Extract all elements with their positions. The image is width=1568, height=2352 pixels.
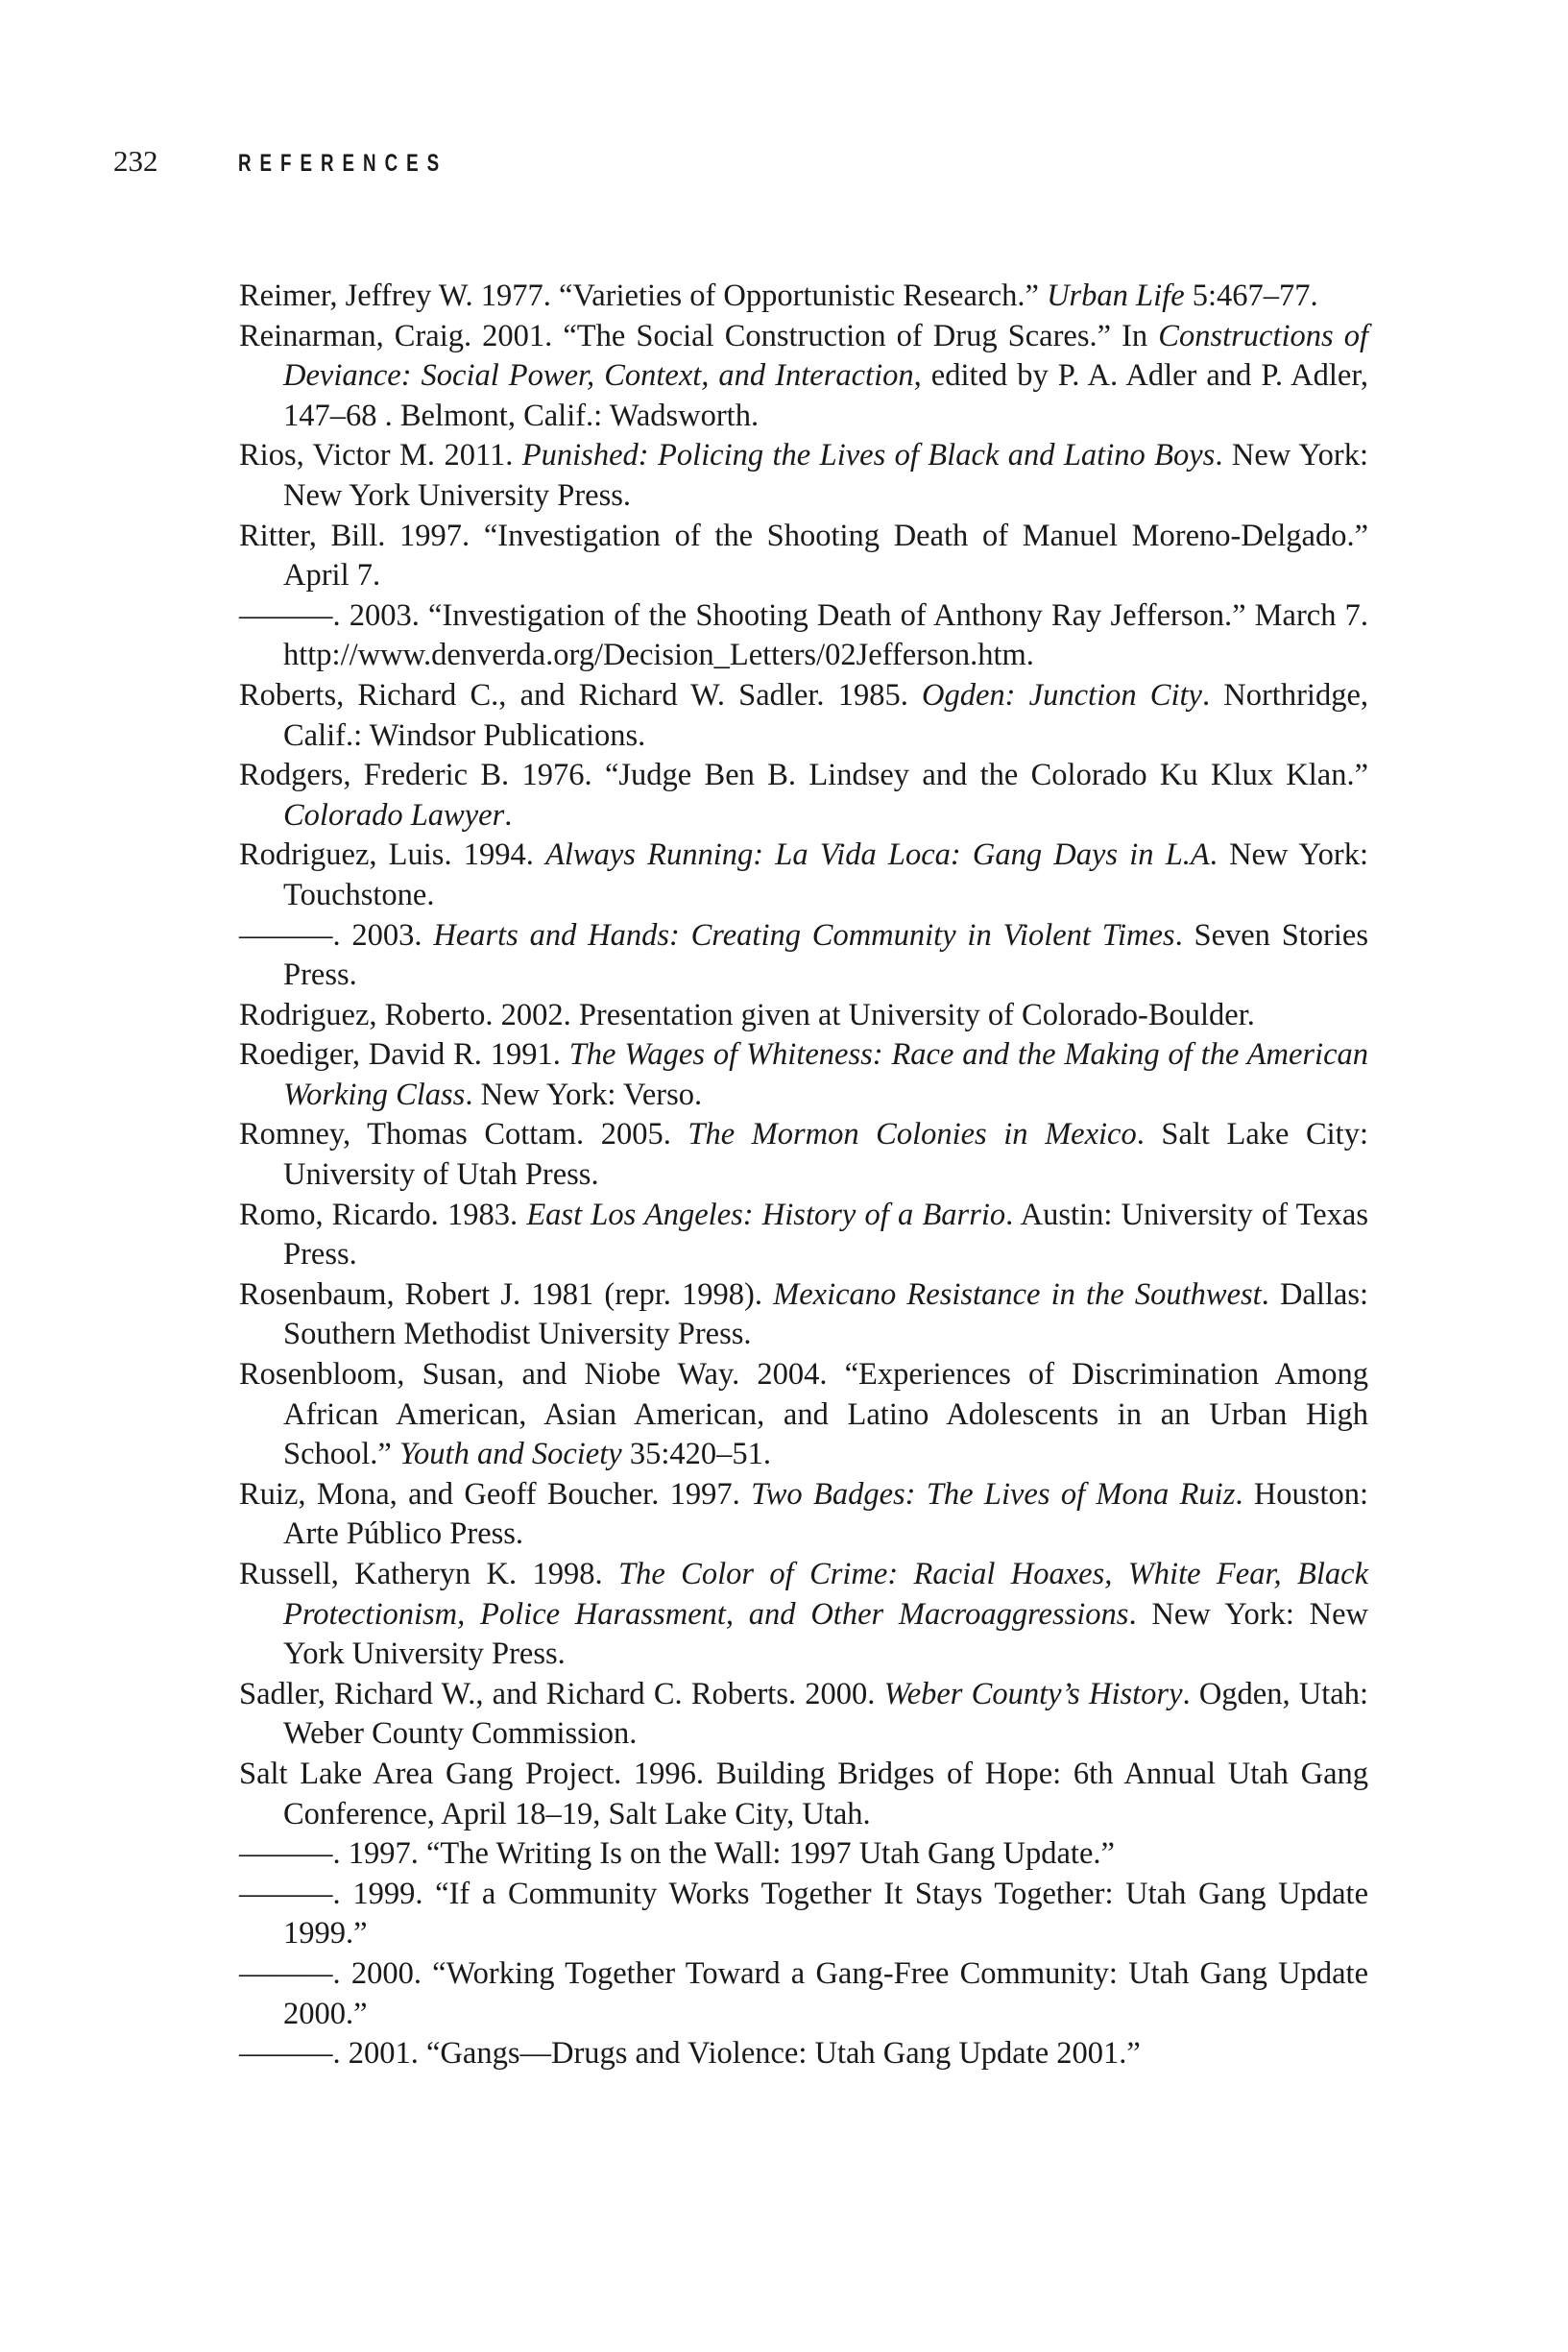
reference-entry bbox=[239, 317, 1368, 437]
reference-text: Rodgers, Frederic B. 1976. “Judge Ben B. Lindsey and the Colorado Ku Klux Klan.” bbox=[239, 758, 1368, 793]
reference-entry bbox=[239, 1475, 1368, 1555]
reference-text: Roberts, Richard C., and Richard W. Sadler. 1985. bbox=[239, 677, 923, 713]
reference-entry bbox=[239, 836, 1368, 915]
reference-entry bbox=[239, 1275, 1368, 1355]
reference-text: . Austin: University of Texas Press. bbox=[283, 1197, 1368, 1273]
reference-entry bbox=[239, 2034, 1368, 2074]
reference-text: . Ogden, Utah: Weber County Commission. bbox=[283, 1676, 1368, 1752]
reference-title-italic: Colorado Lawyer bbox=[283, 797, 505, 833]
reference-text: Rosenbloom, Susan, and Niobe Way. 2004. “Experiences of Discrimination Among African American, Asian American, and Latino Adolescents in an Urban High School.” bbox=[239, 1357, 1368, 1472]
reference-text: ———. 1997. “The Writing Is on the Wall: 1997 Utah Gang Update.” bbox=[239, 1836, 1115, 1872]
reference-entry bbox=[239, 1755, 1368, 1834]
reference-text: . Northridge, Calif.: Windsor Publications. bbox=[283, 677, 1368, 753]
reference-text: Romney, Thomas Cottam. 2005. bbox=[239, 1117, 688, 1152]
reference-entry bbox=[239, 596, 1368, 676]
reference-text: Russell, Katheryn K. 1998. bbox=[239, 1557, 619, 1591]
reference-title-italic: Constructions of Deviance: Social Power, Context, and Interaction bbox=[283, 318, 1368, 394]
reference-text: , edited by P. A. Adler and P. Adler, 147–68 . Belmont, Calif.: Wadsworth. bbox=[283, 358, 1368, 433]
reference-text: . New York: Verso. bbox=[465, 1077, 703, 1112]
reference-entry bbox=[239, 1115, 1368, 1195]
reference-title-italic: The Color of Crime: Racial Hoaxes, White Fear, Black Protectionism, Police Harassment, and Other Macroaggressions bbox=[283, 1557, 1368, 1632]
reference-text: Salt Lake Area Gang Project. 1996. Building Bridges of Hope: 6th Annual Utah Gang Conference, April 18–19, Salt Lake City, Utah. bbox=[239, 1756, 1368, 1831]
reference-entry bbox=[239, 277, 1368, 317]
reference-entry bbox=[239, 996, 1368, 1036]
reference-entry bbox=[239, 1875, 1368, 1954]
reference-title-italic: Mexicano Resistance in the Southwest bbox=[773, 1276, 1262, 1312]
running-head-title: REFERENCES bbox=[238, 150, 448, 177]
reference-text: . bbox=[504, 797, 513, 833]
reference-entry bbox=[239, 1954, 1368, 2034]
reference-text: Ruiz, Mona, and Geoff Boucher. 1997. bbox=[239, 1476, 752, 1512]
reference-text: Rosenbaum, Robert J. 1981 (repr. 1998). bbox=[239, 1276, 774, 1312]
reference-text: . New York: New York University Press. bbox=[283, 438, 1368, 513]
running-header bbox=[113, 144, 518, 179]
reference-title-italic: Hearts and Hands: Creating Community in Violent Times bbox=[433, 917, 1175, 953]
reference-text: . Houston: Arte Público Press. bbox=[283, 1476, 1369, 1552]
reference-entry bbox=[239, 1834, 1368, 1875]
reference-entry bbox=[239, 1555, 1368, 1675]
reference-title-italic: Weber County’s History bbox=[883, 1676, 1183, 1711]
reference-text: Rodriguez, Luis. 1994. bbox=[239, 837, 546, 873]
reference-text: 35:420–51. bbox=[621, 1437, 771, 1472]
reference-title-italic: The Wages of Whiteness: Race and the Making of the American Working Class bbox=[283, 1037, 1368, 1112]
reference-text: . Seven Stories Press. bbox=[283, 917, 1368, 993]
reference-title-italic: The Mormon Colonies in Mexico bbox=[688, 1117, 1137, 1152]
reference-text: Ritter, Bill. 1997. “Investigation of the Shooting Death of Manuel Moreno-Delgado.” April 7. bbox=[239, 518, 1368, 594]
reference-text: ———. 2003. “Investigation of the Shooting Death of Anthony Ray Jefferson.” March 7. http://www.denverda.org/Decision_Letters/02Jefferson.htm. bbox=[239, 597, 1368, 673]
reference-entry bbox=[239, 916, 1368, 996]
reference-text: Romo, Ricardo. 1983. bbox=[239, 1197, 527, 1232]
reference-title-italic: Always Running: La Vida Loca: Gang Days in L.A bbox=[545, 837, 1210, 873]
reference-entry bbox=[239, 676, 1368, 756]
reference-text: . Dallas: Southern Methodist University Press. bbox=[283, 1276, 1369, 1352]
reference-text: . New York: Touchstone. bbox=[283, 837, 1368, 912]
reference-entry bbox=[239, 1355, 1368, 1475]
reference-text: Rios, Victor M. 2011. bbox=[239, 438, 522, 473]
reference-text: Reimer, Jeffrey W. 1977. “Varieties of Opportunistic Research.” bbox=[239, 279, 1048, 313]
reference-list bbox=[239, 277, 1368, 2074]
reference-text: ———. 1999. “If a Community Works Together It Stays Together: Utah Gang Update 1999.” bbox=[239, 1876, 1368, 1952]
reference-text: Reinarman, Craig. 2001. “The Social Construction of Drug Scares.” In bbox=[239, 318, 1159, 353]
reference-text: ———. 2003. bbox=[239, 917, 434, 953]
reference-title-italic: Ogden: Junction City bbox=[922, 677, 1202, 713]
reference-text: 5:467–77. bbox=[1184, 279, 1318, 313]
reference-text: . Salt Lake City: University of Utah Press. bbox=[283, 1117, 1368, 1193]
reference-text: Sadler, Richard W., and Richard C. Roberts. 2000. bbox=[239, 1676, 884, 1711]
reference-text: ———. 2000. “Working Together Toward a Gang-Free Community: Utah Gang Update 2000.” bbox=[239, 1955, 1368, 2031]
reference-entry bbox=[239, 436, 1368, 516]
reference-entry bbox=[239, 1675, 1368, 1755]
reference-title-italic: Punished: Policing the Lives of Black and Latino Boys bbox=[521, 438, 1216, 473]
reference-entry bbox=[239, 517, 1368, 596]
reference-text: Rodriguez, Roberto. 2002. Presentation given at University of Colorado-Boulder. bbox=[239, 997, 1255, 1032]
reference-title-italic: East Los Angeles: History of a Barrio bbox=[526, 1197, 1006, 1232]
reference-title-italic: Two Badges: The Lives of Mona Ruiz bbox=[751, 1476, 1236, 1512]
reference-title-italic: Youth and Society bbox=[398, 1437, 622, 1472]
reference-entry bbox=[239, 1196, 1368, 1275]
reference-text: . New York: New York University Press. bbox=[283, 1596, 1368, 1672]
reference-text: Roediger, David R. 1991. bbox=[239, 1037, 569, 1073]
reference-title-italic: Urban Life bbox=[1047, 279, 1185, 313]
page-number: 232 bbox=[113, 144, 158, 178]
reference-entry bbox=[239, 1035, 1368, 1115]
reference-text: ———. 2001. “Gangs—Drugs and Violence: Utah Gang Update 2001.” bbox=[239, 2036, 1141, 2072]
reference-entry bbox=[239, 756, 1368, 836]
